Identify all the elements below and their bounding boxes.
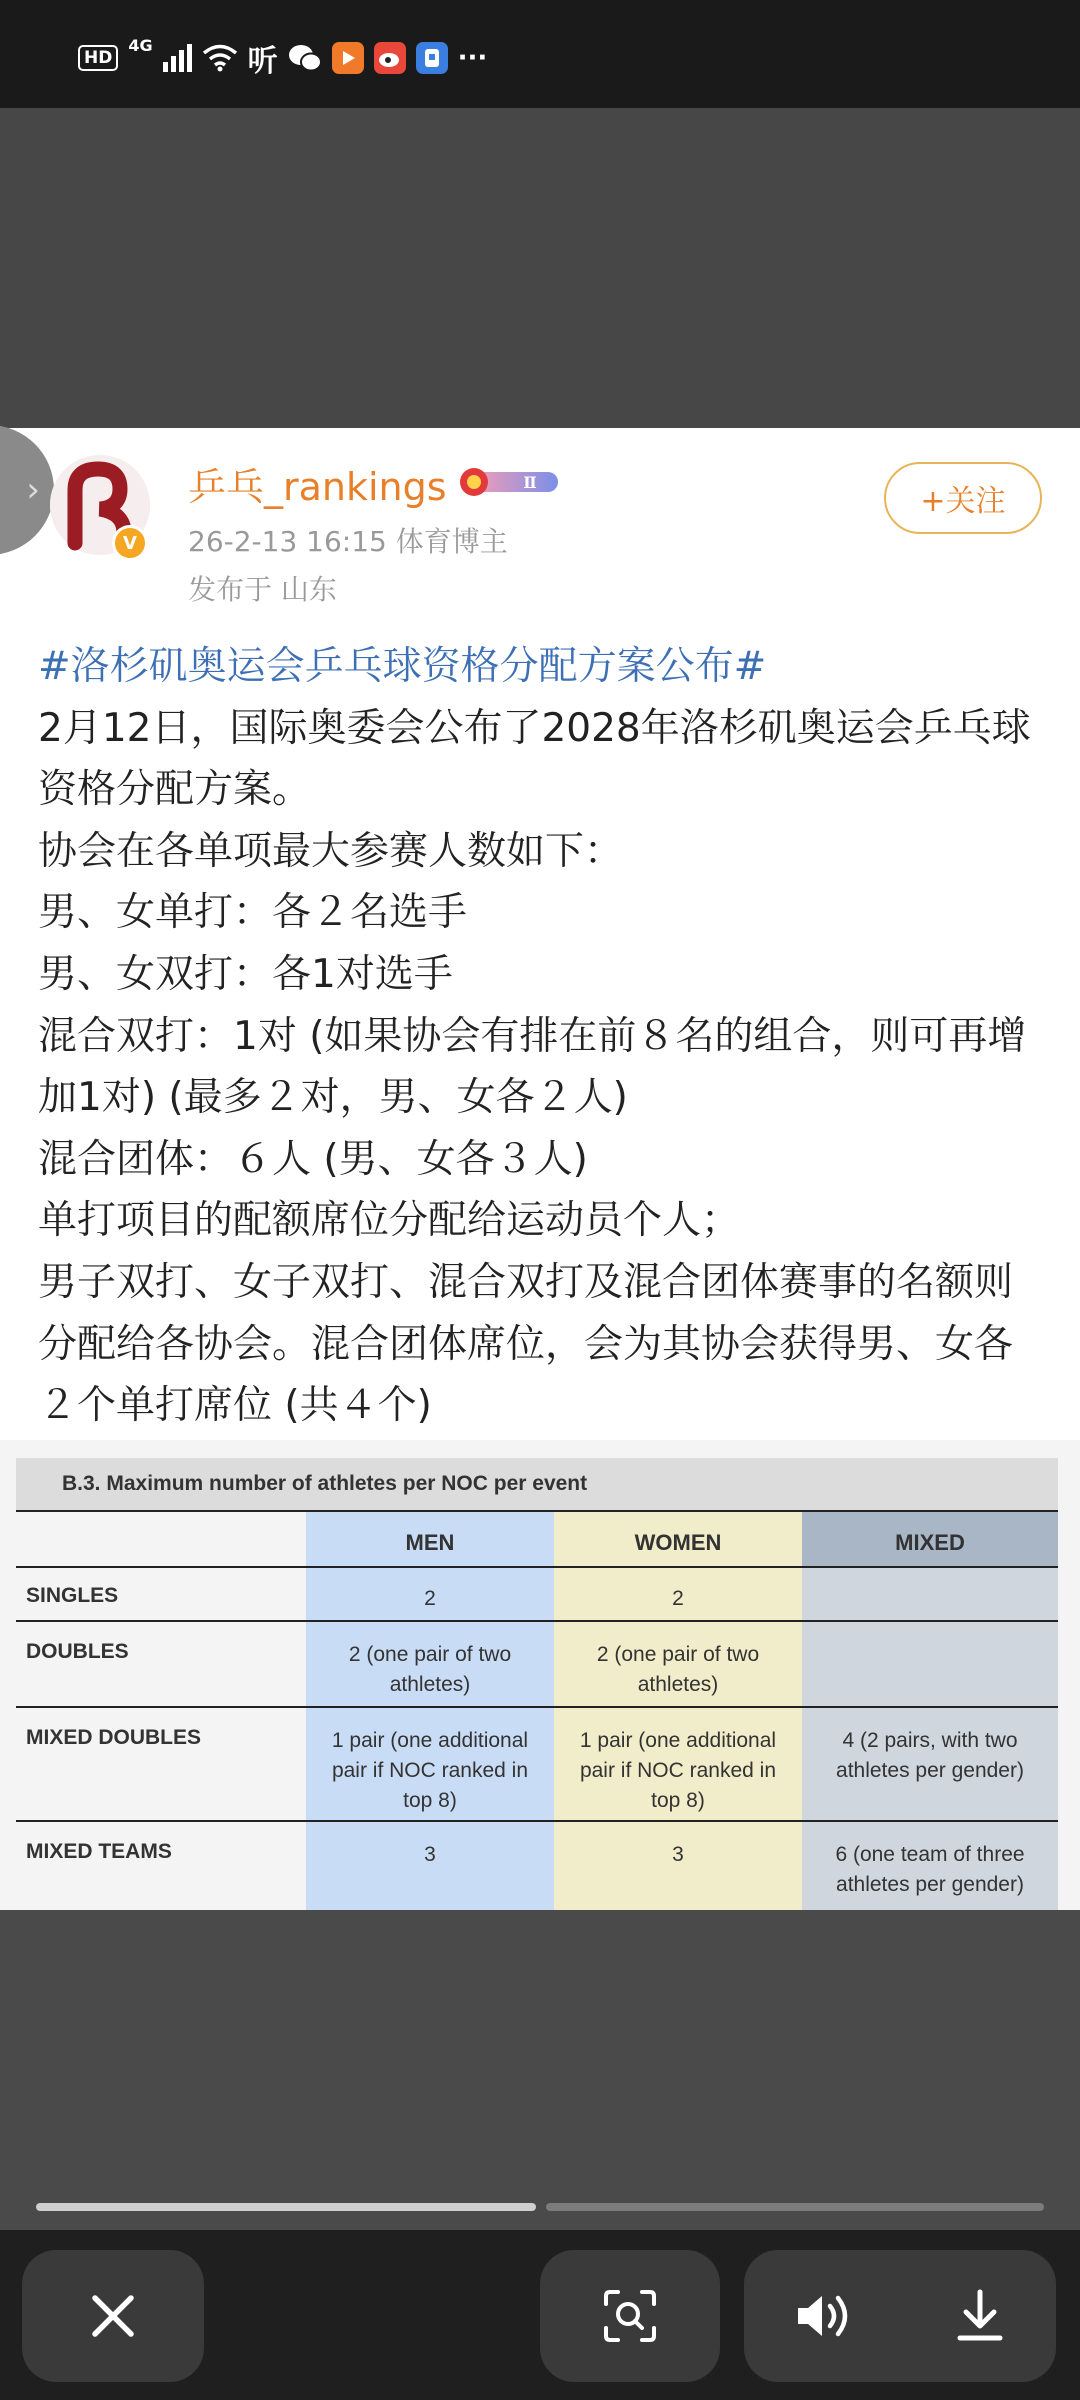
cell-mixed-teams-mixed: 6 (one team of three athletes per gender) <box>835 1843 1025 1896</box>
table-rule <box>16 1620 1058 1622</box>
level-badge-icon <box>458 466 560 498</box>
video-app-icon <box>332 42 364 74</box>
alipay-icon <box>416 42 448 74</box>
wifi-icon <box>202 44 238 72</box>
weibo-icon <box>374 42 406 74</box>
signal-icon <box>163 44 192 72</box>
cell-mixed-doubles-women: 1 pair (one additional pair if NOC ranked in top 8) <box>579 1729 777 1812</box>
scan-button[interactable] <box>540 2250 720 2382</box>
network-type: 4G <box>128 36 153 55</box>
row-label-mixed-doubles: MIXED DOUBLES <box>26 1726 202 1749</box>
viewer-bottom-area <box>0 1910 1080 2230</box>
cell-doubles-women: 2 (one pair of two athletes) <box>596 1643 760 1696</box>
media-actions-group <box>744 2250 1056 2382</box>
back-chevron-icon[interactable]: › <box>0 425 54 555</box>
cell-doubles-men: 2 (one pair of two athletes) <box>348 1643 512 1696</box>
table-rule <box>16 1820 1058 1822</box>
username[interactable]: 乒乓_rankings <box>188 465 447 509</box>
table-rule <box>16 1706 1058 1708</box>
cell-mixed-doubles-mixed: 4 (2 pairs, with two athletes per gender) <box>836 1729 1024 1782</box>
table-rule <box>16 1510 1058 1512</box>
more-notifications-icon: ··· <box>457 43 488 73</box>
cell-singles-men: 2 <box>424 1587 436 1610</box>
hd-indicator: HD <box>78 45 118 71</box>
post-paragraph: 混合团体：６人 (男、女各３人) <box>38 1136 588 1182</box>
close-button[interactable] <box>22 2250 204 2382</box>
post-paragraph: 男、女双打：各1对选手 <box>38 951 453 997</box>
header-men: MEN <box>405 1530 455 1555</box>
row-label-singles: SINGLES <box>26 1584 119 1607</box>
page-indicator[interactable] <box>546 2203 1044 2211</box>
header-women: WOMEN <box>634 1530 722 1555</box>
viewer-top-area <box>0 108 1080 428</box>
post-paragraph: 单打项目的配额席位分配给运动员个人； <box>38 1198 741 1244</box>
close-icon <box>89 2292 137 2340</box>
status-bar <box>0 0 1080 108</box>
level-badge-text: Ⅱ <box>523 473 537 492</box>
post-paragraph: 2月12日，国际奥委会公布了2028年洛杉矶奥运会乒乓球资格分配方案。 <box>38 705 1031 813</box>
ting-icon: 听 <box>247 44 278 79</box>
follow-button[interactable]: +关注 <box>884 462 1042 534</box>
wechat-icon <box>288 43 322 73</box>
cell-mixed-doubles-men: 1 pair (one additional pair if NOC ranked in top 8) <box>331 1729 529 1812</box>
post-location: 发布于 山东 <box>188 573 337 606</box>
verified-badge-icon: V <box>112 525 148 561</box>
download-icon[interactable] <box>954 2288 1006 2344</box>
post-paragraph: 男、女单打：各２名选手 <box>38 890 468 936</box>
table-caption: B.3. Maximum number of athletes per NOC per event <box>16 1458 1058 1510</box>
scan-search-icon <box>602 2288 658 2344</box>
row-label-mixed-teams: MIXED TEAMS <box>26 1840 172 1863</box>
post-meta: 26-2-13 16:15 体育博主 <box>188 525 508 558</box>
header-mixed: MIXED <box>895 1530 965 1555</box>
row-label-doubles: DOUBLES <box>26 1640 129 1663</box>
topic-hashtag[interactable]: #洛杉矶奥运会乒乓球资格分配方案公布# <box>38 644 767 689</box>
table-rule <box>16 1566 1058 1568</box>
post-paragraph: 男子双打、女子双打、混合双打及混合团体赛事的名额则分配给各协会。混合团体席位，会为其协会获得男、女各２个单打席位 (共４个) <box>38 1259 1014 1429</box>
page-indicator-active[interactable] <box>36 2203 536 2211</box>
post-paragraph: 协会在各单项最大参赛人数如下： <box>38 828 624 874</box>
post-body <box>38 636 1048 1437</box>
post-paragraph: 混合双打：1对 (如果协会有排在前８名的组合，则可再增加1对) (最多２对，男、女各２人) <box>38 1013 1027 1121</box>
cell-mixed-teams-women: 3 <box>672 1843 684 1866</box>
cell-mixed-teams-men: 3 <box>424 1843 436 1866</box>
cell-singles-women: 2 <box>672 1587 684 1610</box>
volume-icon[interactable] <box>794 2290 854 2342</box>
